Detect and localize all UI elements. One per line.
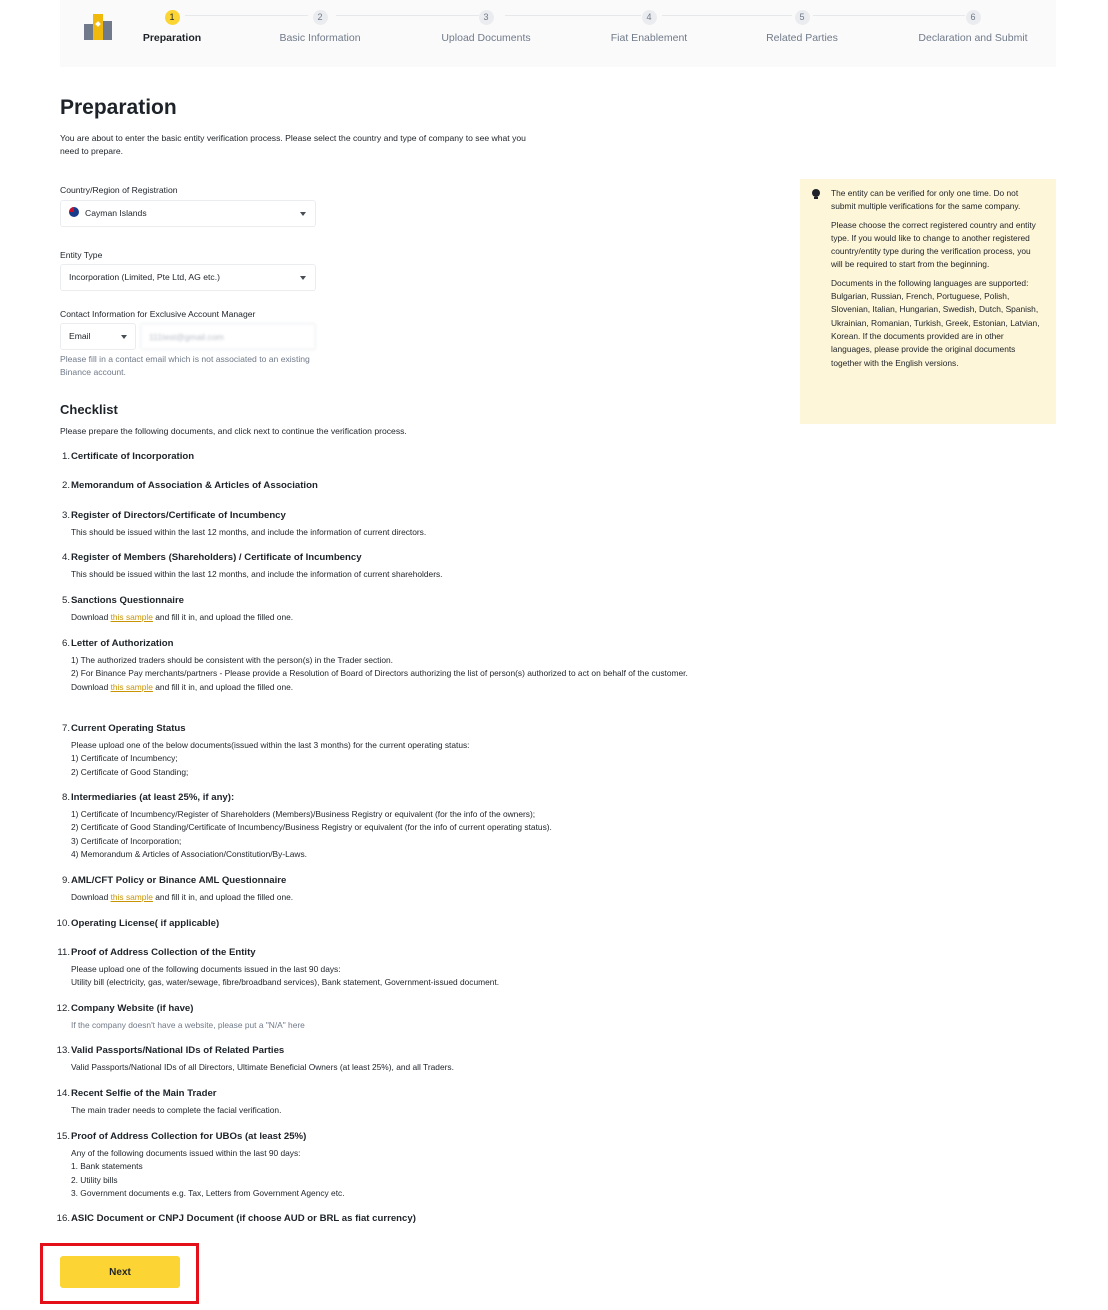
entity-type-label: Entity Type xyxy=(60,250,103,260)
item-number: 1. xyxy=(61,451,70,462)
verification-notice xyxy=(800,179,1056,424)
country-select[interactable] xyxy=(60,200,316,227)
step-fiat-enablement[interactable] xyxy=(569,7,729,44)
step-number: 3 xyxy=(479,10,494,25)
sanctions-sample-link[interactable]: this sample xyxy=(110,612,153,622)
item-title: Certificate of Incorporation xyxy=(71,451,195,462)
item-number: 15. xyxy=(56,1131,70,1142)
step-number: 5 xyxy=(795,10,810,25)
contact-type-value: Email xyxy=(69,331,91,341)
item-description: Download this sample and fill it in, and upload the filled one. xyxy=(71,892,294,902)
item-title: Register of Directors/Certificate of Incumbency xyxy=(71,510,286,521)
verification-stepper xyxy=(60,0,1056,67)
step-label: Upload Documents xyxy=(441,32,531,44)
caret-down-icon xyxy=(300,212,306,216)
checklist-title: Checklist xyxy=(60,402,118,417)
contact-email-input[interactable] xyxy=(140,323,316,350)
item-number: 2. xyxy=(61,480,70,491)
notice-correct-country: Please choose the correct registered country and entity type. If you would like to change to another registered country/entity type during the verification process, you will be required to start from the beginning. xyxy=(831,219,1036,270)
item-title: Recent Selfie of the Main Trader xyxy=(71,1088,217,1099)
item-title: Letter of Authorization xyxy=(71,638,174,649)
step-label: Fiat Enablement xyxy=(610,32,688,44)
step-number: 4 xyxy=(642,10,657,25)
item-number: 5. xyxy=(61,595,70,606)
item-title: Intermediaries (at least 25%, if any): xyxy=(71,792,235,803)
item-number: 13. xyxy=(56,1045,70,1056)
item-description: Please upload one of the following documents issued in the last 90 days: Utility bill (electricity, gas, water/sewage, fibre/broadband services), Bank statement, Government-issued document. xyxy=(71,964,500,988)
contact-field-group xyxy=(60,323,316,350)
item-number: 16. xyxy=(56,1213,70,1224)
item-description: Please upload one of the below documents(issued within the last 3 months) for the current operating status: 1) Certificate of Incumbency; 2) Certificate of Good Standing; xyxy=(71,740,470,777)
contact-label: Contact Information for Exclusive Account Manager xyxy=(60,309,256,319)
checklist-subtitle: Please prepare the following documents, and click next to continue the verification process. xyxy=(60,426,407,436)
item-number: 7. xyxy=(61,723,70,734)
item-title: ASIC Document or CNPJ Document (if choose AUD or BRL as fiat currency) xyxy=(71,1213,416,1224)
step-label: Declaration and Submit xyxy=(918,32,1028,44)
page-title: Preparation xyxy=(60,96,177,119)
contact-hint: Please fill in a contact email which is not associated to an existing Binance account. xyxy=(60,354,310,377)
item-description: Download this sample and fill it in, and upload the filled one. xyxy=(71,612,294,622)
page-intro: You are about to enter the basic entity verification process. Please select the country and type of company to see what you need to prepare. xyxy=(60,133,526,156)
item-description: The main trader needs to complete the facial verification. xyxy=(71,1105,282,1115)
caret-down-icon xyxy=(121,335,127,339)
country-value: Cayman Islands xyxy=(85,208,147,218)
step-number: 6 xyxy=(966,10,981,25)
authorization-sample-link[interactable]: this sample xyxy=(110,681,153,692)
item-description: 1) Certificate of Incumbency/Register of Shareholders (Members)/Business Registry or equivalent (for the info of the owners); 2) Certificate of Good Standing/Certificate of Incumbency/Business Registry or equivalent (for the info of current operating status). 3) Certificate of Incorporation; 4) Memorandum & Articles of Association/Constitution/By-Laws. xyxy=(71,809,552,859)
item-number: 12. xyxy=(56,1003,70,1014)
lightbulb-icon xyxy=(812,189,820,197)
step-basic-information[interactable] xyxy=(240,7,400,44)
entity-type-value: Incorporation (Limited, Pte Ltd, AG etc.) xyxy=(69,272,220,282)
step-number: 1 xyxy=(165,10,180,25)
step-label: Basic Information xyxy=(279,32,361,44)
entity-type-select[interactable] xyxy=(60,264,316,291)
step-preparation[interactable] xyxy=(92,7,252,44)
item-title: Proof of Address Collection for UBOs (at least 25%) xyxy=(71,1131,307,1142)
item-description: If the company doesn't have a website, please put a "N/A" here xyxy=(71,1020,305,1030)
item-description: Any of the following documents issued within the last 90 days: 1. Bank statements 2. Utility bills 3. Government documents e.g. Tax, Letters from Government Agency etc. xyxy=(71,1148,345,1198)
step-number: 2 xyxy=(313,10,328,25)
item-description: This should be issued within the last 12 months, and include the information of current directors. xyxy=(71,527,427,537)
item-title: Operating License( if applicable) xyxy=(71,918,220,929)
item-number: 11. xyxy=(57,947,70,958)
notice-languages: Documents in the following languages are supported: Bulgarian, Russian, French, Portuguese, Polish, Slovenian, Italian, Hungarian, Swedish, Dutch, Spanish, Ukrainian, Romanian, Turkish, Greek, Estonian, Latvian, Korean. If the documents provided are in other languages, please provide the original documents together with the English versions. xyxy=(831,277,1040,368)
step-label: Related Parties xyxy=(766,32,838,44)
item-number: 10. xyxy=(56,918,70,929)
item-title: Current Operating Status xyxy=(71,723,186,734)
item-title: Company Website (if have) xyxy=(71,1003,194,1014)
item-title: AML/CFT Policy or Binance AML Questionnaire xyxy=(71,875,287,886)
item-description: Valid Passports/National IDs of all Directors, Ultimate Beneficial Owners (at least 25%), and all Traders. xyxy=(71,1062,454,1072)
item-description: 1) The authorized traders should be consistent with the person(s) in the Trader section. 2) For Binance Pay merchants/partners - Please provide a Resolution of Board of Directors authorizing the list of person(s) authorized to act on behalf of the customer. Download this sample and fill it in, and upload the filled one. xyxy=(71,655,688,692)
item-number: 9. xyxy=(61,875,70,886)
item-number: 6. xyxy=(61,638,70,649)
notice-one-time: The entity can be verified for only one time. Do not submit multiple verifications for the same company. xyxy=(831,188,1021,212)
next-button[interactable]: Next xyxy=(60,1256,180,1288)
item-title: Proof of Address Collection of the Entity xyxy=(71,947,256,958)
aml-sample-link[interactable]: this sample xyxy=(110,892,153,902)
item-title: Memorandum of Association & Articles of Association xyxy=(71,480,318,491)
contact-type-select[interactable] xyxy=(60,323,136,350)
item-title: Register of Members (Shareholders) / Certificate of Incumbency xyxy=(71,552,362,563)
item-title: Sanctions Questionnaire xyxy=(71,595,185,606)
country-label: Country/Region of Registration xyxy=(60,185,178,195)
step-related-parties[interactable] xyxy=(722,7,882,44)
caret-down-icon xyxy=(300,276,306,280)
item-title: Valid Passports/National IDs of Related Parties xyxy=(71,1045,285,1056)
step-label: Preparation xyxy=(142,32,202,44)
cayman-islands-flag-icon xyxy=(69,207,79,217)
item-number: 3. xyxy=(61,510,70,521)
item-description: This should be issued within the last 12 months, and include the information of current shareholders. xyxy=(71,569,443,579)
step-declaration-and-submit[interactable] xyxy=(893,7,1053,44)
item-number: 4. xyxy=(61,552,70,563)
item-number: 8. xyxy=(61,792,70,803)
step-upload-documents[interactable] xyxy=(406,7,566,44)
item-number: 14. xyxy=(56,1088,70,1099)
